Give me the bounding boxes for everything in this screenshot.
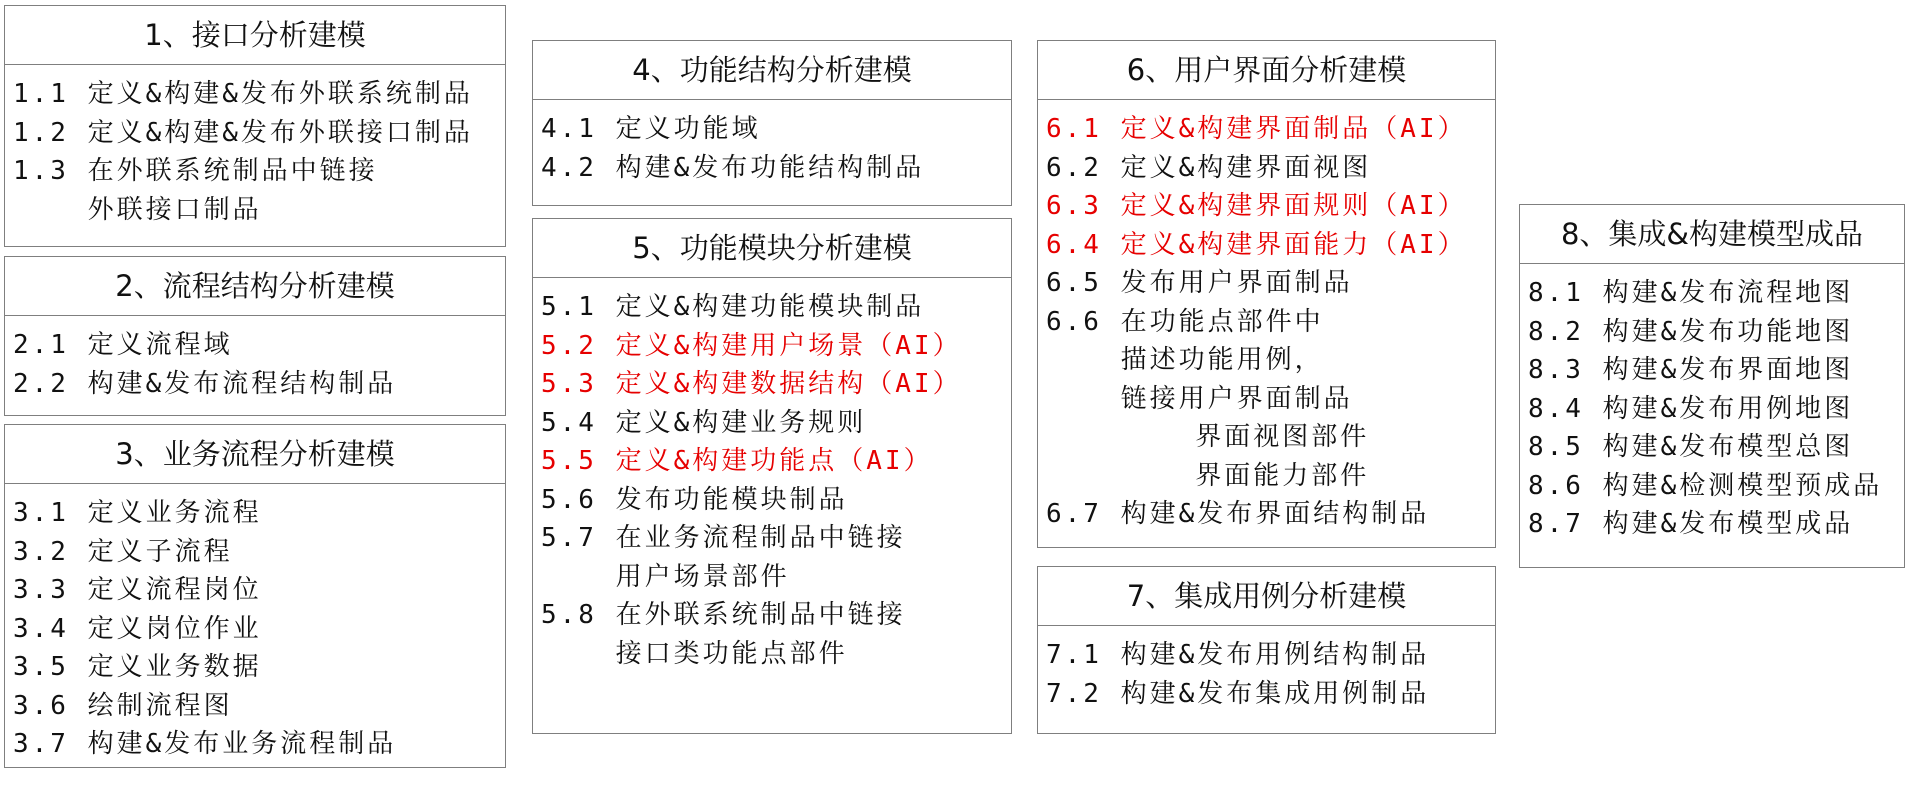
box-title: 2、流程结构分析建模 xyxy=(5,257,505,316)
list-item: 3.6 绘制流程图 xyxy=(13,690,233,721)
list-item: 6.6 在功能点部件中 xyxy=(1046,306,1324,337)
list-item: 5.5 定义&构建功能点（AI） xyxy=(541,446,933,476)
list-item: 8.1 构建&发布流程地图 xyxy=(1528,278,1854,308)
box-title: 7、集成用例分析建模 xyxy=(1038,567,1495,626)
list-item: 6.4 定义&构建界面能力（AI） xyxy=(1046,229,1467,260)
list-item: 6.3 定义&构建界面规则（AI） xyxy=(1046,191,1467,221)
box-title: 8、集成&构建模型成品 xyxy=(1520,205,1904,264)
box-title: 4、功能结构分析建模 xyxy=(533,41,1011,100)
list-item: 链接用户界面制品 xyxy=(1046,383,1353,414)
list-item: 3.1 定义业务流程 xyxy=(13,498,262,528)
box-business-process-modeling xyxy=(4,424,506,768)
list-item: 5.3 定义&构建数据结构（AI） xyxy=(541,369,962,399)
box-process-structure-modeling xyxy=(4,256,506,416)
box-body xyxy=(5,484,505,764)
box-title: 5、功能模块分析建模 xyxy=(533,219,1011,278)
box-body xyxy=(1038,100,1495,534)
list-item: 5.4 定义&构建业务规则 xyxy=(541,407,867,438)
list-item: 1.1 定义&构建&发布外联系统制品 xyxy=(13,79,473,109)
box-user-interface-modeling xyxy=(1037,40,1496,548)
list-item: 3.4 定义岗位作业 xyxy=(13,613,262,644)
list-item: 5.8 在外联系统制品中链接 xyxy=(541,600,906,630)
list-item: 1.2 定义&构建&发布外联接口制品 xyxy=(13,117,473,148)
list-item: 2.2 构建&发布流程结构制品 xyxy=(13,368,397,399)
box-body xyxy=(5,316,505,403)
list-item: 界面视图部件 xyxy=(1046,422,1370,452)
list-item: 6.5 发布用户界面制品 xyxy=(1046,268,1353,298)
list-item: 3.2 定义子流程 xyxy=(13,536,233,567)
box-body xyxy=(533,278,1011,673)
box-function-structure-modeling xyxy=(532,40,1012,206)
list-item: 8.6 构建&检测模型预成品 xyxy=(1528,470,1883,501)
list-item: 5.7 在业务流程制品中链接 xyxy=(541,523,906,553)
list-item: 3.7 构建&发布业务流程制品 xyxy=(13,729,397,759)
list-item: 8.3 构建&发布界面地图 xyxy=(1528,355,1854,385)
list-item: 5.2 定义&构建用户场景（AI） xyxy=(541,330,962,361)
box-body xyxy=(533,100,1011,187)
box-integration-use-case-modeling xyxy=(1037,566,1496,734)
list-item: 接口类功能点部件 xyxy=(541,638,848,669)
list-item: 8.4 构建&发布用例地图 xyxy=(1528,393,1854,424)
list-item: 描述功能用例， xyxy=(1046,345,1324,375)
list-item: 用户场景部件 xyxy=(541,561,790,592)
list-item: 8.5 构建&发布模型总图 xyxy=(1528,432,1854,462)
box-interface-modeling xyxy=(4,5,506,247)
list-item: 4.1 定义功能域 xyxy=(541,114,761,144)
box-integrate-build-model-product xyxy=(1519,204,1905,568)
list-item: 7.2 构建&发布集成用例制品 xyxy=(1046,678,1430,709)
list-item: 8.7 构建&发布模型成品 xyxy=(1528,509,1854,539)
list-item: 6.7 构建&发布界面结构制品 xyxy=(1046,499,1430,529)
list-item: 6.2 定义&构建界面视图 xyxy=(1046,152,1372,183)
list-item: 5.6 发布功能模块制品 xyxy=(541,484,848,515)
list-item: 3.5 定义业务数据 xyxy=(13,652,262,682)
list-item: 8.2 构建&发布功能地图 xyxy=(1528,316,1854,347)
list-item: 6.1 定义&构建界面制品（AI） xyxy=(1046,114,1467,144)
box-title: 6、用户界面分析建模 xyxy=(1038,41,1495,100)
box-body xyxy=(5,65,505,229)
list-item: 4.2 构建&发布功能结构制品 xyxy=(541,152,925,183)
box-function-module-modeling xyxy=(532,218,1012,734)
list-item: 界面能力部件 xyxy=(1046,460,1370,491)
box-title: 3、业务流程分析建模 xyxy=(5,425,505,484)
box-body xyxy=(1038,626,1495,713)
list-item: 3.3 定义流程岗位 xyxy=(13,575,262,605)
box-body xyxy=(1520,264,1904,544)
list-item: 外联接口制品 xyxy=(13,194,262,225)
list-item: 1.3 在外联系统制品中链接 xyxy=(13,156,378,186)
box-title: 1、接口分析建模 xyxy=(5,6,505,65)
list-item: 5.1 定义&构建功能模块制品 xyxy=(541,292,925,322)
list-item: 7.1 构建&发布用例结构制品 xyxy=(1046,640,1430,670)
list-item: 2.1 定义流程域 xyxy=(13,330,233,360)
